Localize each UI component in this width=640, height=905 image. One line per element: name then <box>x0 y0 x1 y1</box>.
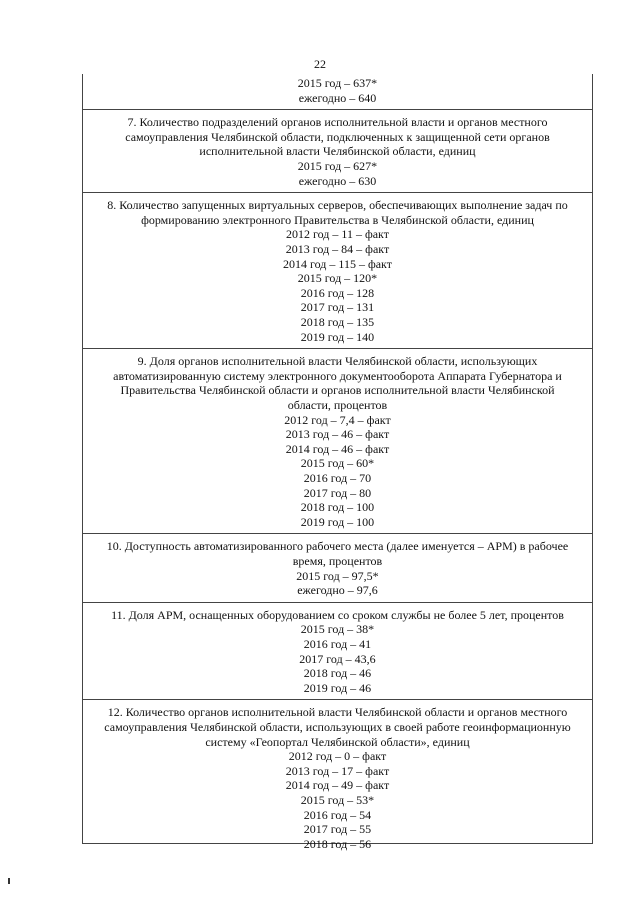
indicator-value: 2015 год – 97,5* <box>296 568 379 583</box>
indicator-value: 2019 год – 140 <box>300 329 375 344</box>
indicator-section-s9 <box>83 354 592 529</box>
section-divider <box>83 348 592 349</box>
section-divider <box>83 109 592 110</box>
section-divider <box>83 699 592 700</box>
indicator-value: 2018 год – 100 <box>300 500 375 515</box>
indicator-value: 2015 год – 637* <box>297 76 378 90</box>
indicator-value: 2015 год – 60* <box>300 456 375 471</box>
indicator-value: 2016 год – 128 <box>300 285 375 300</box>
indicator-value: 2017 год – 55 <box>303 822 372 837</box>
indicator-title-line: систему «Геопортал Челябинской области», единиц <box>205 734 470 749</box>
indicator-value: 2013 год – 17 – факт <box>285 763 390 778</box>
indicator-value: 2014 год – 46 – факт <box>285 441 390 456</box>
indicator-title-line: 7. Количество подразделений органов исполнительной власти и органов местного <box>127 115 548 130</box>
indicator-title-line: Правительства Челябинской области и органов исполнительной власти Челябинской <box>120 383 555 398</box>
section-divider <box>83 533 592 534</box>
indicator-title-line: 8. Количество запущенных виртуальных серверов, обеспечивающих выполнение задач по <box>107 198 568 213</box>
indicator-section-s8 <box>83 198 592 344</box>
indicator-title-line: 10. Доступность автоматизированного рабочего места (далее именуется – АРМ) в рабочее <box>106 539 569 554</box>
indicator-value: 2014 год – 49 – факт <box>285 778 390 793</box>
section-divider <box>83 602 592 603</box>
indicator-title-line: исполнительной власти Челябинской области, единиц <box>199 144 476 159</box>
indicator-value: 2016 год – 70 <box>303 470 372 485</box>
indicator-value: 2012 год – 7,4 – факт <box>284 412 391 427</box>
indicator-title-line: самоуправления Челябинской области, подключенных к защищенной сети органов <box>125 129 550 144</box>
indicator-value: 2017 год – 131 <box>300 300 375 315</box>
scan-mark <box>8 878 10 884</box>
indicator-value: 2014 год – 115 – факт <box>283 256 392 271</box>
indicator-title-line: 11. Доля АРМ, оснащенных оборудованием со сроком службы не более 5 лет, процентов <box>111 607 564 622</box>
indicator-title-line: время, процентов <box>292 553 383 568</box>
indicator-title-line: формированию электронного Правительства в Челябинской области, единиц <box>141 212 534 227</box>
indicator-title-line: самоуправления Челябинской области, использующих в своей работе геоинформационную <box>104 719 571 734</box>
indicator-title-line: 9. Доля органов исполнительной власти Челябинской области, использующих <box>137 354 538 369</box>
indicator-value: 2013 год – 46 – факт <box>285 427 390 442</box>
indicator-value: 2013 год – 84 – факт <box>285 241 390 256</box>
indicator-value: 2017 год – 43,6 <box>299 651 376 666</box>
indicator-value: 2017 год – 80 <box>303 485 372 500</box>
indicator-value: 2016 год – 54 <box>303 807 372 822</box>
indicator-value: 2018 год – 135 <box>300 314 375 329</box>
indicator-value: 2015 год – 627* <box>297 158 378 173</box>
indicator-value: 2015 год – 53* <box>300 792 375 807</box>
indicator-title-line: области, процентов <box>287 397 388 412</box>
indicator-value: 2019 год – 46 <box>303 680 372 695</box>
indicator-value: 2016 год – 41 <box>303 636 372 651</box>
indicator-section-s12 <box>83 705 592 851</box>
page-number: 22 <box>314 57 326 71</box>
indicator-value: 2019 год – 100 <box>300 514 375 529</box>
indicator-value: 2015 год – 38* <box>300 622 375 637</box>
indicator-section-s10 <box>83 539 592 597</box>
indicator-value: 2018 год – 46 <box>303 666 372 681</box>
indicator-value: 2012 год – 0 – факт <box>288 749 387 764</box>
indicator-value: ежегодно – 630 <box>298 173 377 188</box>
indicator-title-line: 12. Количество органов исполнительной власти Челябинской области и органов местного <box>107 705 568 720</box>
indicator-value: 2012 год – 11 – факт <box>286 227 389 242</box>
section-divider <box>83 192 592 193</box>
indicator-value: ежегодно – 640 <box>298 90 377 105</box>
indicator-value: 2018 год – 56 <box>303 836 372 851</box>
indicator-title-line: автоматизированную систему электронного документооборота Аппарата Губернатора и <box>113 368 562 383</box>
indicator-value: 2015 год – 120* <box>297 271 378 286</box>
indicator-table <box>82 74 593 851</box>
indicator-section-s6 <box>83 76 592 105</box>
indicator-value: ежегодно – 97,6 <box>297 583 378 598</box>
indicator-section-s7 <box>83 115 592 188</box>
indicator-section-s11 <box>83 608 592 696</box>
